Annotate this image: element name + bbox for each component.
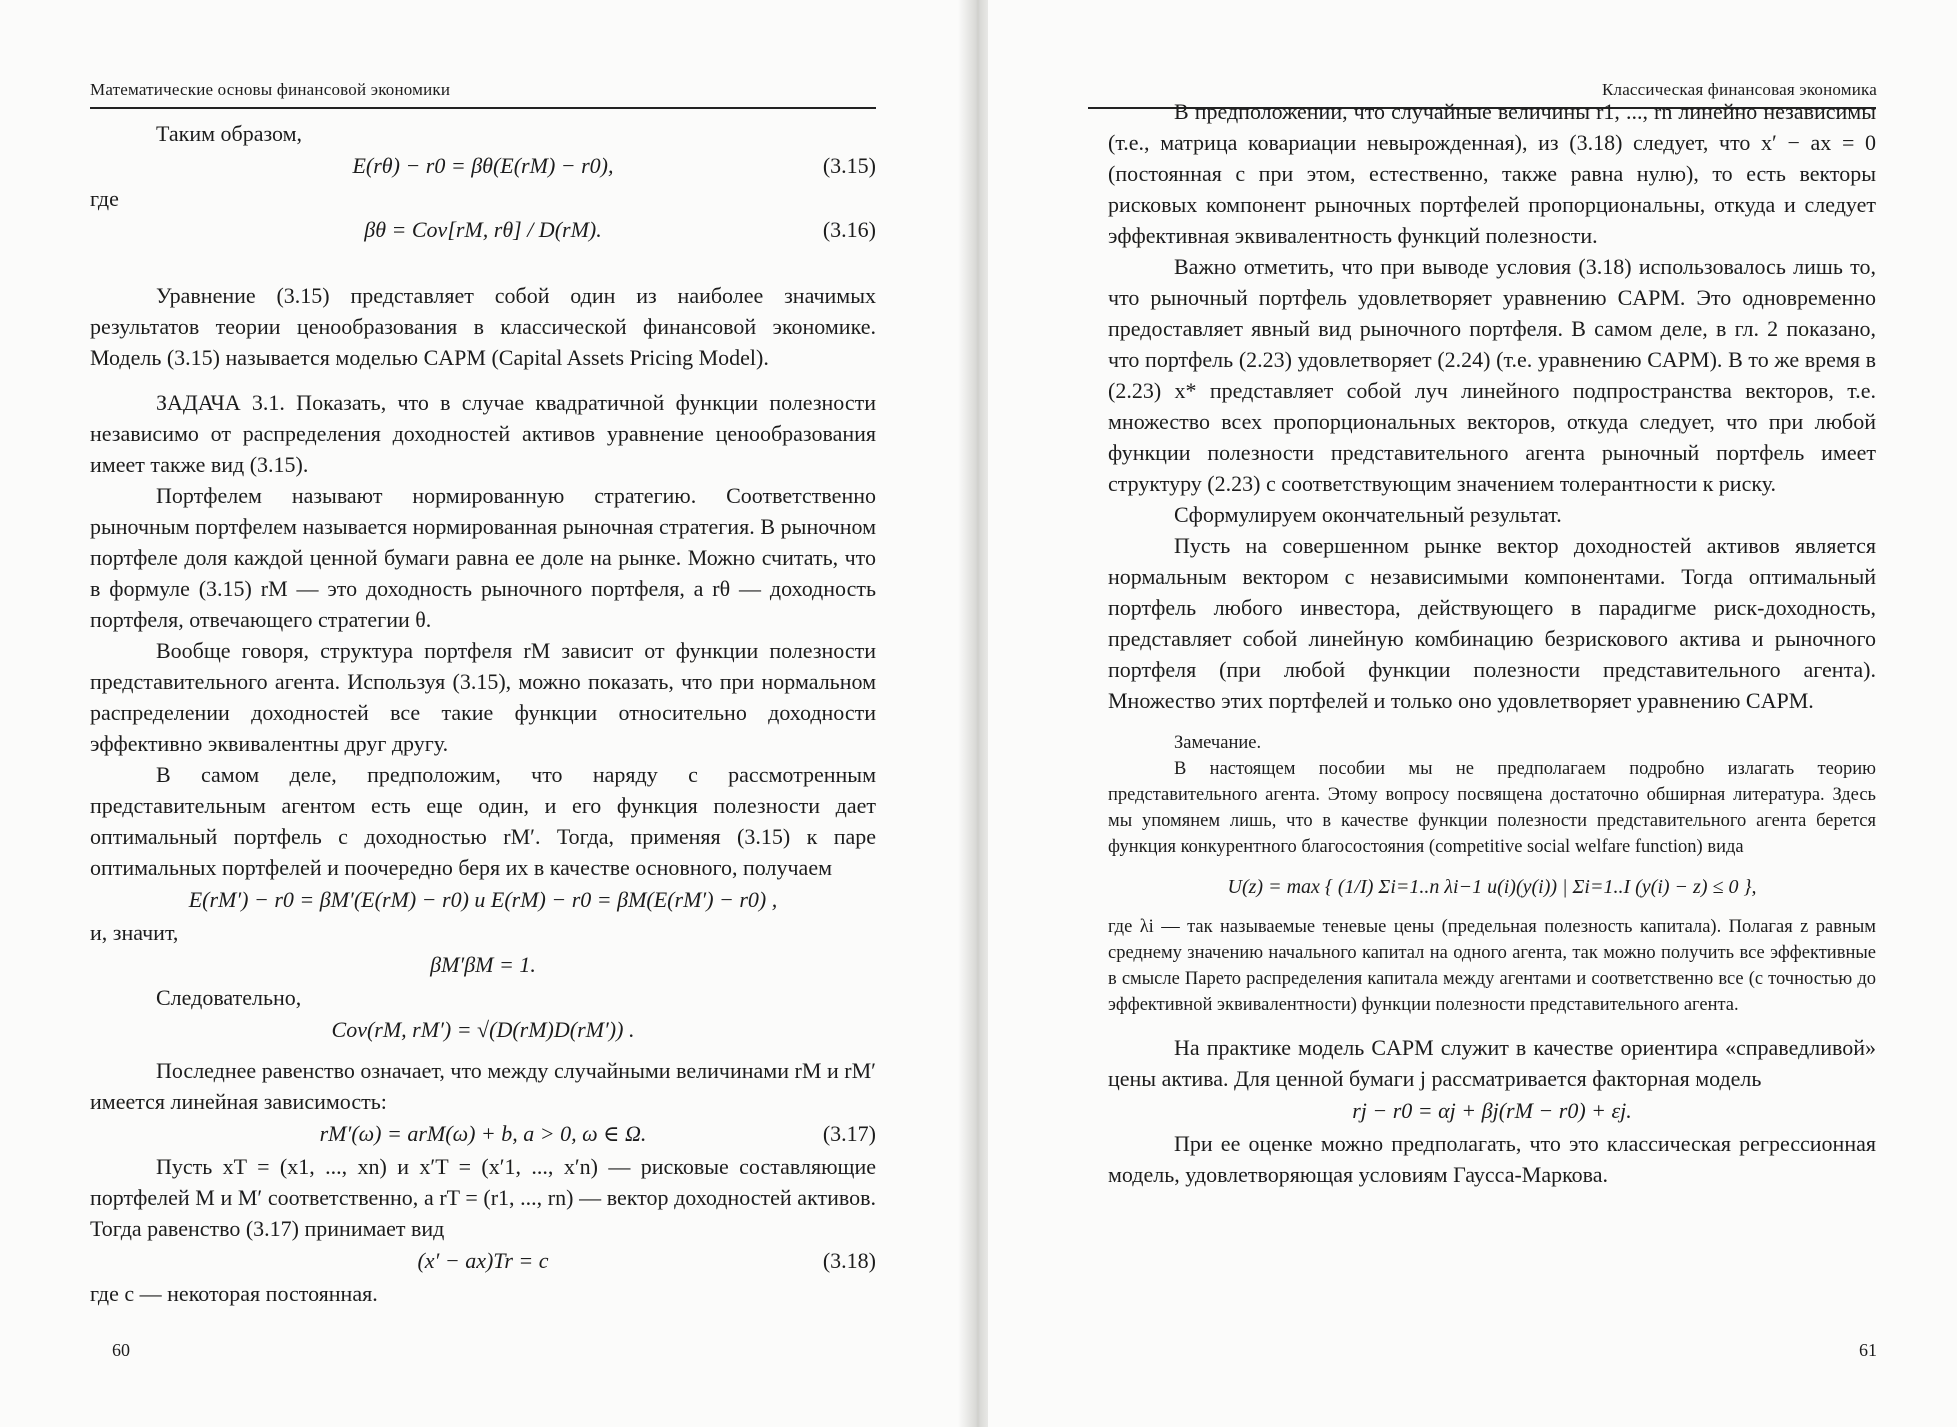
paragraph: где	[90, 186, 119, 211]
equation-text: rj − r0 = αj + βj(rM − r0) + εj.	[1352, 1098, 1632, 1123]
task-paragraph: ЗАДАЧА 3.1. Показать, что в случае квадратичной функции полезности независимо от распределения доходностей активов уравнение ценообразования имеет также вид (3.15).	[90, 390, 876, 477]
paragraph: На практике модель CAPM служит в качестве ориентира «справедливой» цены актива. Для ценной бумаги j рассматривается факторная модель	[1108, 1035, 1876, 1091]
right-page	[988, 0, 1957, 1427]
equation-pair	[90, 883, 876, 917]
remark-block	[1108, 730, 1876, 1018]
running-head-right: Классическая финансовая экономика	[1601, 80, 1877, 99]
equation-text: βθ = Cov[rM, rθ] / D(rM).	[364, 217, 602, 242]
running-head-left: Математические основы финансовой экономики	[90, 80, 451, 99]
paragraph: В предположении, что случайные величины r1, ..., rn линейно независимы (т.е., матрица ковариации невырожденная), из (3.18) следует, что x′ − ax = 0 (постоянная c при этом, естественно, также равна нулю), то есть векторы рисковых компонент рыночных портфелей пропорциональны, откуда и следует эффективная эквивалентность функций полезности.	[1108, 99, 1876, 248]
paragraph: Таким образом,	[156, 121, 303, 146]
page-number-right: 61	[1859, 1340, 1877, 1360]
equation-utility	[1108, 860, 1876, 914]
remark-paragraph: В настоящем пособии мы не предполагаем подробно излагать теорию представительного агента. Этому вопросу посвящена достаточно обширная литература. Здесь мы упомянем лишь, что в качестве функции полезности представительного агента берется функция конкурентного благосостояния (competitive social welfare function) вида	[1108, 759, 1876, 857]
equation-3-16	[90, 194, 876, 266]
paragraph: Важно отметить, что при выводе условия (3.18) использовалось лишь то, что рыночный портфель удовлетворяет уравнению CAPM. Это одновременно предоставляет явный вид рыночного портфеля. В самом деле, в гл. 2 показано, что портфель (2.23) удовлетворяет (2.24) (т.е. уравнению CAPM). В то же время в (2.23) x* представляет собой луч линейного подпространства векторов, т.е. множество всех пропорциональных векторов, откуда следует, что при любой функции полезности представительного агента рыночный портфель имеет структуру (2.23) с соответствующим значением толерантности к риску.	[1108, 254, 1876, 496]
paragraph: Портфелем называют нормированную стратегию. Соответственно рыночным портфелем называется нормированная рыночная стратегия. В рыночном портфеле доля каждой ценной бумаги равна ее доле на рынке. Можно считать, что в формуле (3.15) rM — это доходность рыночного портфеля, а rθ — доходность портфеля, отвечающего стратегии θ.	[90, 483, 876, 632]
left-page	[0, 0, 968, 1427]
equation-text: (x′ − ax)Tr = c	[417, 1248, 549, 1273]
equation-text: U(z) = max { (1/I) Σi=1..n λi−1 u(i)(y(i)) | Σi=1..I (y(i) − z) ≤ 0 },	[1227, 876, 1757, 898]
equation-number: (3.16)	[822, 217, 876, 242]
equation-factor-model	[1108, 1094, 1876, 1128]
remark-paragraph: где λi — так называемые теневые цены (предельная полезность капитала). Полагая z равным среднему значению начального капитал на одного агента, так можно получить все эффективные в смысле Парето распределения капитала между агентами и соответственно все (с точностью до эффективной эквивалентности) функции полезности представительного агента.	[1108, 917, 1876, 1015]
theorem-paragraph: Пусть на совершенном рынке вектор доходностей активов является нормальным вектором с независимыми компонентами. Тогда оптимальный портфель любого инвестора, действующего в парадигме риск-доходность, представляет собой линейную комбинацию безрискового актива и рыночного портфеля (при любой функции полезности представительного агента). Множество этих портфелей и только оно удовлетворяет уравнению CAPM.	[1108, 533, 1876, 713]
paragraph: Последнее равенство означает, что между случайными величинами rM и rM′ имеется линейная зависимость:	[90, 1058, 876, 1114]
equation-3-18	[90, 1244, 876, 1278]
equation-beta-product	[90, 948, 876, 982]
equation-covariance	[90, 1013, 876, 1047]
equation-text: Cov(rM, rM′) = √(D(rM)D(rM′)) .	[331, 1017, 635, 1042]
paragraph: В самом деле, предположим, что наряду с рассмотренным представительным агентом есть еще один, и его функция полезности дает оптимальный портфель с доходностью rM′. Тогда, применяя (3.15) к паре оптимальных портфелей и поочередно беря их в качестве основного, получаем	[90, 762, 876, 880]
equation-number: (3.18)	[822, 1248, 876, 1273]
equation-text: βM′βM = 1.	[430, 952, 536, 977]
left-text-column	[90, 118, 876, 1309]
paragraph: где c — некоторая постоянная.	[90, 1281, 378, 1306]
remark-title: Замечание.	[1174, 733, 1262, 753]
equation-text: E(rM′) − r0 = βM′(E(rM) − r0) и E(rM) − r0 = βM(E(rM′) − r0) ,	[188, 887, 778, 912]
paragraph: Пусть xT = (x1, ..., xn) и x′T = (x′1, ..., x′n) — рисковые составляющие портфелей M и M′ соответственно, а rT = (r1, ..., rn) — вектор доходностей активов. Тогда равенство (3.17) принимает вид	[90, 1154, 876, 1241]
paragraph: Вообще говоря, структура портфеля rM зависит от функции полезности представительного агента. Используя (3.15), можно показать, что при нормальном распределении доходностей все такие функции относительно доходности эффективно эквивалентны друг другу.	[90, 638, 876, 756]
paragraph: и, значит,	[90, 920, 179, 945]
equation-number: (3.15)	[822, 153, 876, 178]
equation-number: (3.17)	[822, 1121, 876, 1146]
equation-text: rM′(ω) = arM(ω) + b, a > 0, ω ∈ Ω.	[319, 1121, 647, 1146]
page-number-left: 60	[112, 1340, 130, 1360]
paragraph: Следовательно,	[156, 985, 302, 1010]
paragraph: Уравнение (3.15) представляет собой один из наиболее значимых результатов теории ценообразования в классической финансовой экономике. Модель (3.15) называется моделью CAPM (Capital Assets Pricing Model).	[90, 283, 876, 370]
header-rule-left	[90, 107, 876, 109]
paragraph: Сформулируем окончательный результат.	[1174, 502, 1562, 527]
equation-text: E(rθ) − r0 = βθ(E(rM) − r0),	[352, 153, 614, 178]
equation-3-17	[90, 1117, 876, 1151]
right-text-column	[1108, 96, 1876, 1190]
paragraph: При ее оценке можно предполагать, что это классическая регрессионная модель, удовлетворяющая условиям Гаусса-Маркова.	[1108, 1131, 1876, 1187]
equation-3-15	[90, 149, 876, 183]
